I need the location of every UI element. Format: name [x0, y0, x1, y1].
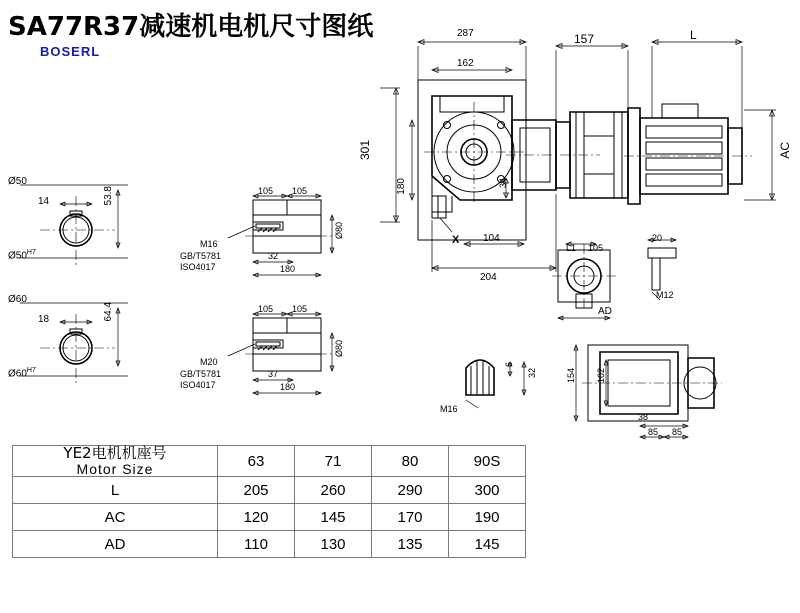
shaft-bottom-key-height: 64.4	[103, 302, 114, 322]
table-row	[13, 504, 526, 531]
pin-bolt-m16: M16	[440, 404, 458, 414]
detail-m16-pin	[466, 360, 526, 408]
row-header-AC: AC	[13, 504, 218, 531]
cell: 190	[449, 504, 526, 531]
kt-bolt: M16	[200, 239, 218, 249]
page-title: SA77R37减速机电机尺寸图纸	[8, 12, 374, 42]
ad-label: AD	[598, 306, 612, 317]
detail-motor-flange	[574, 345, 722, 439]
kb-std2: ISO4017	[180, 380, 216, 390]
kb-105a: 105	[258, 304, 274, 314]
kt-105b: 105	[292, 186, 308, 196]
ad-l1: L1	[566, 243, 577, 253]
cell: 300	[449, 477, 526, 504]
kb-bolt: M20	[200, 357, 218, 367]
table-row	[13, 477, 526, 504]
cell: 80	[372, 446, 449, 477]
shaft-top-dia-h7: $Ø50^{H7}$	[8, 249, 36, 262]
dim-104: 104	[483, 233, 500, 244]
cell: 130	[295, 531, 372, 558]
cell: 135	[372, 531, 449, 558]
fl-102: 102	[596, 368, 606, 384]
cell: 71	[295, 446, 372, 477]
pin-dim-32: 32	[527, 368, 537, 379]
kt-std2: ISO4017	[180, 262, 216, 272]
kt-32: 32	[268, 251, 279, 261]
dim-L: L	[690, 28, 697, 42]
shaft-top-dia: Ø50	[8, 176, 27, 187]
cell: 90S	[449, 446, 526, 477]
cell: 145	[295, 504, 372, 531]
ad-105: 105	[588, 243, 604, 253]
kt-dia80: Ø80	[334, 222, 344, 240]
table-row	[13, 446, 526, 477]
shaft-bottom-dia: Ø60	[8, 294, 27, 305]
table-row	[13, 531, 526, 558]
fl-154: 154	[566, 368, 576, 384]
kt-105a: 105	[258, 186, 274, 196]
kt-std1: GB/T5781	[180, 251, 222, 261]
fl-38: 38	[638, 412, 649, 422]
shaft-top-key-width: 14	[38, 196, 50, 207]
row-header-AD: AD	[13, 531, 218, 558]
pin-dim-6: 6	[504, 362, 514, 368]
m12-bolt: M12	[656, 290, 674, 300]
brand-logo: BOSERL	[40, 44, 101, 59]
dim-287: 287	[457, 28, 474, 39]
dim-180: 180	[396, 178, 407, 195]
kb-180: 180	[280, 382, 296, 392]
kt-180: 180	[280, 264, 296, 274]
shaft-top-key-height: 53.8	[103, 186, 114, 206]
cell: 110	[218, 531, 295, 558]
shaft-bottom-dia-h7: $Ø60^{H7}$	[8, 367, 36, 380]
dim-157: 157	[574, 32, 595, 46]
row-header-L: L	[13, 477, 218, 504]
mark-x: X	[452, 234, 460, 246]
kb-std1: GB/T5781	[180, 369, 222, 379]
dim-204: 204	[480, 272, 497, 283]
shaft-bottom-key-width: 18	[38, 314, 50, 325]
dim-AC: AC	[778, 142, 792, 159]
cell: 120	[218, 504, 295, 531]
cell: 170	[372, 504, 449, 531]
cell: 260	[295, 477, 372, 504]
kb-105b: 105	[292, 304, 308, 314]
fl-85b: 85	[672, 427, 683, 437]
cell: 290	[372, 477, 449, 504]
kb-dia80: Ø80	[334, 340, 344, 358]
m12-dim-20: 20	[652, 233, 663, 243]
cell: 205	[218, 477, 295, 504]
dim-162: 162	[457, 58, 474, 69]
cell: 63	[218, 446, 295, 477]
kb-37: 37	[268, 369, 279, 379]
row-header-motor-size: YE2电机机座号 Motor Size	[13, 446, 218, 477]
cell: 145	[449, 531, 526, 558]
dim-301: 301	[358, 140, 372, 161]
motor-size-table	[12, 445, 526, 558]
main-assembly	[380, 40, 776, 273]
fl-85a: 85	[648, 427, 659, 437]
dim-34: 34	[498, 178, 508, 189]
